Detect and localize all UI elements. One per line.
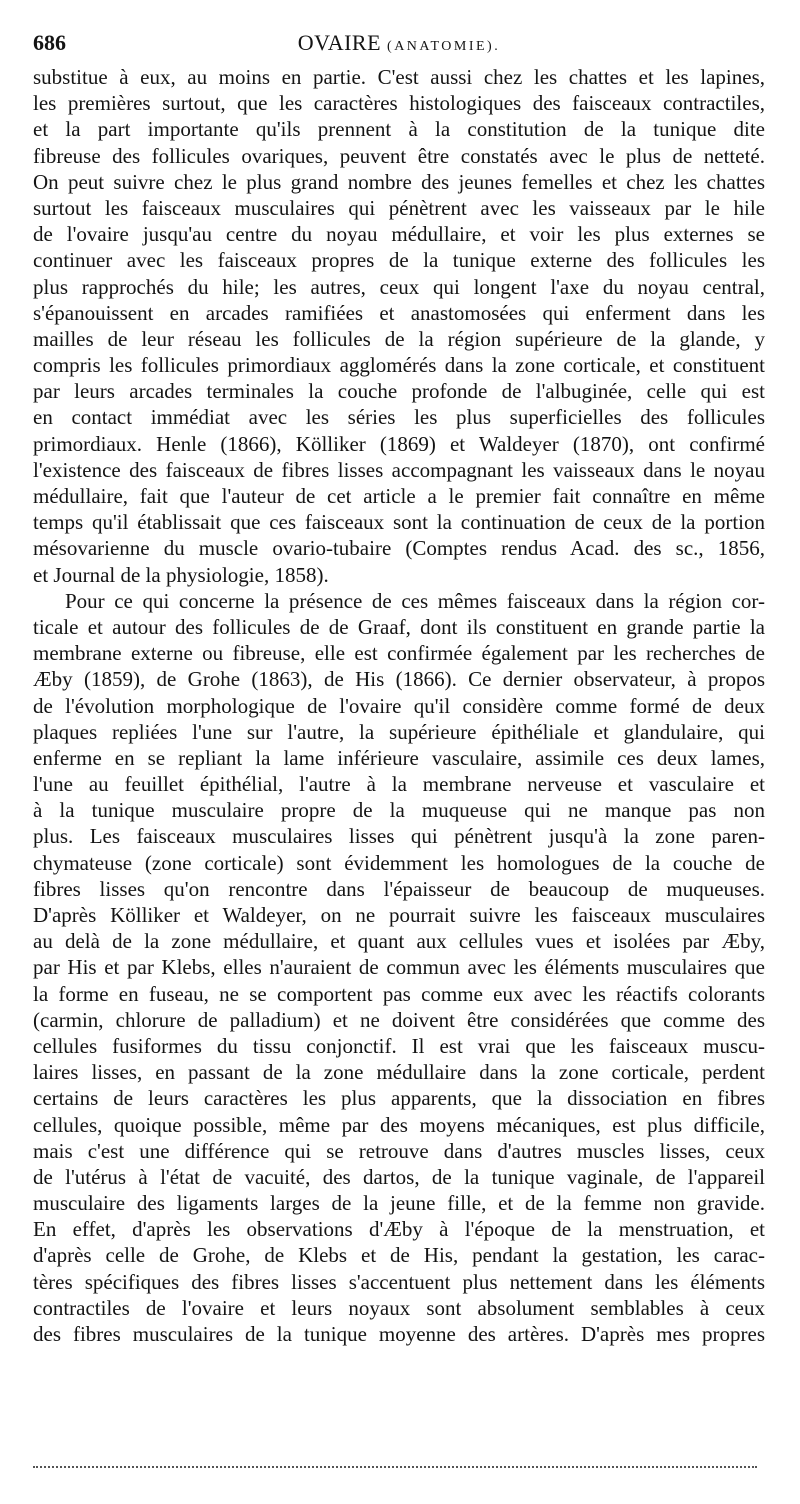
text-line: de l'évolution morphologique de l'ovaire qu'il considère comme formé de deux bbox=[33, 693, 765, 718]
text-line: l'existence des faisceaux de fibres lisses accompagnant les vaisseaux dans le noyau bbox=[33, 457, 765, 482]
text-line: D'après Kölliker et Waldeyer, on ne pourrait suivre les faisceaux musculaires bbox=[33, 903, 765, 927]
text-line: et Journal de la physiologie, 1858). bbox=[33, 562, 329, 587]
text-line: membrane externe ou fibreuse, elle est confirmée également par les recherches de bbox=[33, 641, 765, 666]
text-line: laires lisses, en passant de la zone médullaire dans la zone corticale, perdent bbox=[33, 1060, 765, 1085]
text-line: ticale et autour des follicules de de Graaf, dont ils constituent en grande partie la bbox=[33, 614, 765, 639]
text-line: Æby (1859), de Grohe (1863), de His (1866). Ce dernier observateur, à propos bbox=[33, 667, 765, 692]
text-line: chymateuse (zone corticale) sont évidemment les homologues de la couche de bbox=[33, 850, 765, 875]
running-title-main: OVAIRE bbox=[297, 30, 382, 55]
text-line: plus rapprochés du hile; les autres, ceux qui longent l'axe du noyau central, bbox=[33, 274, 765, 299]
text-line: l'une au feuillet épithélial, l'autre à la membrane nerveuse et vasculaire et bbox=[33, 772, 765, 797]
text-line: fibres lisses qu'on rencontre dans l'épaisseur de beaucoup de muqueuses. bbox=[33, 876, 765, 901]
text-line: fibreuse des follicules ovariques, peuvent être constatés avec le plus de netteté. bbox=[33, 143, 765, 168]
page-header bbox=[33, 28, 765, 58]
body-text bbox=[33, 64, 765, 1347]
page-number: 686 bbox=[33, 30, 66, 55]
running-title bbox=[33, 30, 765, 56]
text-line: s'épanouissent en arcades ramifiées et anastomosées qui enferment dans les bbox=[33, 300, 765, 325]
footer-dotted-rule bbox=[33, 1466, 757, 1468]
text-line: en contact immédiat avec les séries les plus superficielles des follicules bbox=[33, 405, 765, 430]
text-line: temps qu'il établissait que ces faisceaux sont la continuation de ceux de la portion bbox=[33, 510, 765, 535]
text-line: de l'utérus à l'état de vacuité, des dartos, de la tunique vaginale, de l'appareil bbox=[33, 1164, 765, 1189]
text-line: par His et par Klebs, elles n'auraient de commun avec les éléments musculaires que bbox=[33, 955, 765, 980]
text-line: En effet, d'après les observations d'Æby à l'époque de la menstruation, et bbox=[33, 1217, 765, 1242]
text-line: par leurs arcades terminales la couche profonde de l'albuginée, celle qui est bbox=[33, 379, 765, 404]
text-line: plaques repliées l'une sur l'autre, la supérieure épithéliale et glandulaire, qui bbox=[33, 719, 765, 744]
text-line: à la tunique musculaire propre de la muqueuse qui ne manque pas non bbox=[33, 798, 765, 823]
text-line: mais c'est une différence qui se retrouve dans d'autres muscles lisses, ceux bbox=[33, 1138, 765, 1163]
text-line: mailles de leur réseau les follicules de la région supérieure de la glande, y bbox=[33, 326, 765, 351]
text-line: au delà de la zone médullaire, et quant aux cellules vues et isolées par Æby, bbox=[33, 929, 765, 954]
text-line: les premières surtout, que les caractères histologiques des faisceaux contractiles, bbox=[33, 91, 765, 116]
text-line: cellules fusiformes du tissu conjonctif. Il est vrai que les faisceaux muscu- bbox=[33, 1033, 765, 1058]
text-line: Pour ce qui concerne la présence de ces mêmes faisceaux dans la région cor- bbox=[65, 588, 765, 613]
text-line: contractiles de l'ovaire et leurs noyaux sont absolument semblables à ceux bbox=[33, 1295, 765, 1320]
text-line: continuer avec les faisceaux propres de la tunique externe des follicules les bbox=[33, 248, 765, 273]
text-line: et la part importante qu'ils prennent à la constitution de la tunique dite bbox=[33, 117, 765, 142]
text-line: de l'ovaire jusqu'au centre du noyau médullaire, et voir les plus externes se bbox=[33, 222, 765, 247]
text-line: cellules, quoique possible, même par des moyens mécaniques, est plus difficile, bbox=[33, 1112, 765, 1137]
text-line: médullaire, fait que l'auteur de cet article a le premier fait connaître en même bbox=[33, 484, 765, 508]
text-line: musculaire des ligaments larges de la jeune fille, et de la femme non gravide. bbox=[33, 1191, 765, 1216]
text-line: plus. Les faisceaux musculaires lisses qui pénètrent jusqu'à la zone paren- bbox=[33, 824, 765, 849]
text-line: enferme en se repliant la lame inférieure vasculaire, assimile ces deux lames, bbox=[33, 745, 765, 770]
text-line: mésovarienne du muscle ovario-tubaire (Comptes rendus Acad. des sc., 1856, bbox=[33, 536, 765, 561]
text-line: compris les follicules primordiaux agglomérés dans la zone corticale, et constituent bbox=[33, 353, 765, 378]
text-line: surtout les faisceaux musculaires qui pénètrent avec les vaisseaux par le hile bbox=[33, 195, 765, 220]
text-line: certains de leurs caractères les plus apparents, que la dissociation en fibres bbox=[33, 1086, 765, 1111]
running-title-subtitle: (ANATOMIE). bbox=[387, 39, 501, 54]
text-line: la forme en fuseau, ne se comportent pas comme eux avec les réactifs colorants bbox=[33, 981, 765, 1006]
text-line: d'après celle de Grohe, de Klebs et de His, pendant la gestation, les carac- bbox=[33, 1243, 765, 1268]
text-line: On peut suivre chez le plus grand nombre des jeunes femelles et chez les chattes bbox=[33, 169, 765, 194]
text-line: (carmin, chlorure de palladium) et ne doivent être considérées que comme des bbox=[33, 1007, 765, 1032]
text-line: substitue à eux, au moins en partie. C'est aussi chez les chattes et les lapines, bbox=[33, 65, 765, 89]
text-line: des fibres musculaires de la tunique moyenne des artères. D'après mes propres bbox=[33, 1322, 765, 1346]
text-line: tères spécifiques des fibres lisses s'accentuent plus nettement dans les éléments bbox=[33, 1269, 765, 1294]
text-line: primordiaux. Henle (1866), Kölliker (1869) et Waldeyer (1870), ont confirmé bbox=[33, 431, 765, 456]
